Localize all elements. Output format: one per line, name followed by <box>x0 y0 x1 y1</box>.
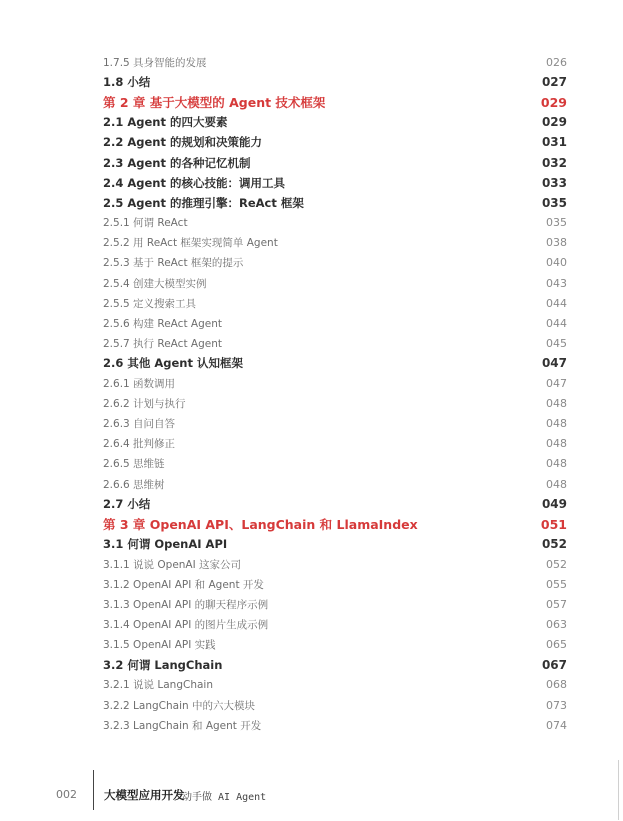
toc-entry-title: 2.5 Agent 的推理引擎：ReAct 框架 <box>103 195 304 210</box>
toc-entry-page: 052 <box>546 557 567 571</box>
toc-entry-title: 2.6.3 自问自答 <box>103 418 176 431</box>
toc-entry-sec <box>103 132 567 152</box>
toc-entry-chap <box>103 92 567 112</box>
toc-entry-title: 2.5.2 用 ReAct 框架实现简单 Agent <box>103 237 278 250</box>
toc-entry-title: 3.1 何谓 OpenAI API <box>103 537 228 552</box>
toc-entry-page: 052 <box>541 537 567 552</box>
toc-entry-sec <box>103 655 567 675</box>
toc-entry-title: 1.7.5 具身智能的发展 <box>103 56 207 69</box>
toc-entry-title: 2.3 Agent 的各种记忆机制 <box>103 155 251 170</box>
toc-entry-chap <box>103 514 567 534</box>
toc-entry-title: 3.1.2 OpenAI API 和 Agent 开发 <box>103 578 264 591</box>
toc-entry-page: 048 <box>546 457 567 471</box>
toc-entry-title: 2.5.7 执行 ReAct Agent <box>103 337 222 350</box>
toc-entry-sub <box>103 715 567 735</box>
toc-entry-sub <box>103 414 567 434</box>
toc-entry-page: 048 <box>546 477 567 491</box>
page-number: 002 <box>56 788 77 801</box>
toc-entry-title: 3.1.1 说说 OpenAI 这家公司 <box>103 558 242 571</box>
toc-entry-page: 048 <box>546 437 567 451</box>
series-title: 动手做 AI Agent <box>182 792 267 803</box>
toc-entry-title: 3.1.5 OpenAI API 实践 <box>103 639 216 652</box>
toc-entry-page: 040 <box>546 256 567 270</box>
toc-entry-sub <box>103 253 567 273</box>
toc-entry-sub <box>103 394 567 414</box>
toc-entry-title: 3.2.1 说说 LangChain <box>103 679 213 692</box>
toc-entry-sub <box>103 233 567 253</box>
toc-entry-sub <box>103 333 567 353</box>
toc-entry-sec <box>103 494 567 514</box>
toc-entry-title: 2.6 其他 Agent 认知框架 <box>103 356 243 371</box>
toc-entry-page: 045 <box>546 336 567 350</box>
toc-entry-page: 049 <box>541 497 567 512</box>
toc-entry-sec <box>103 72 567 92</box>
toc-entry-title: 2.2 Agent 的规划和决策能力 <box>103 135 262 150</box>
toc-entry-page: 057 <box>546 598 567 612</box>
toc-entry-title: 2.6.5 思维链 <box>103 458 165 471</box>
toc-entry-title: 2.5.4 创建大模型实例 <box>103 277 207 290</box>
toc-entry-title: 2.6.6 思维树 <box>103 478 165 491</box>
toc-entry-page: 047 <box>546 377 567 391</box>
page-edge-line <box>618 760 619 820</box>
toc-entry-sub <box>103 615 567 635</box>
toc-entry-sub <box>103 293 567 313</box>
toc-entry-title: 2.6.2 计划与执行 <box>103 398 186 411</box>
toc-entry-title: 2.7 小结 <box>103 497 151 512</box>
toc-entry-sub <box>103 554 567 574</box>
toc-entry-sub <box>103 313 567 333</box>
toc-entry-page: 048 <box>546 397 567 411</box>
toc-entry-page: 029 <box>540 94 567 110</box>
toc-entry-page: 074 <box>546 718 567 732</box>
toc-entry-title: 第 3 章 OpenAI API、LangChain 和 LlamaIndex <box>103 517 418 533</box>
toc-entry-page: 068 <box>546 678 567 692</box>
toc-entry-page: 051 <box>540 516 567 532</box>
toc-entry-sub <box>103 52 567 72</box>
toc-entry-sub <box>103 595 567 615</box>
toc-entry-sub <box>103 574 567 594</box>
toc-entry-title: 2.5.6 构建 ReAct Agent <box>103 317 222 330</box>
toc-entry-title: 3.1.4 OpenAI API 的图片生成示例 <box>103 619 269 632</box>
toc-entry-sec <box>103 152 567 172</box>
toc-entry-sub <box>103 675 567 695</box>
toc-entry-page: 027 <box>541 75 567 90</box>
toc-entry-page: 073 <box>546 698 567 712</box>
toc-entry-title: 2.6.1 函数调用 <box>103 378 176 391</box>
toc-entry-title: 3.2 何谓 LangChain <box>103 657 223 672</box>
toc-entry-sec <box>103 112 567 132</box>
toc-entry-sub <box>103 454 567 474</box>
toc-entry-page: 065 <box>546 638 567 652</box>
toc-entry-title: 2.6.4 批判修正 <box>103 438 176 451</box>
toc-entry-page: 048 <box>546 417 567 431</box>
toc-entry-page: 047 <box>541 356 567 371</box>
table-of-contents <box>103 52 567 735</box>
footer-divider <box>93 770 94 810</box>
toc-entry-page: 044 <box>546 316 567 330</box>
toc-entry-sub <box>103 434 567 454</box>
toc-entry-sec <box>103 173 567 193</box>
toc-entry-page: 035 <box>546 216 567 230</box>
toc-entry-page: 035 <box>541 195 567 210</box>
toc-entry-title: 2.5.1 何谓 ReAct <box>103 217 188 230</box>
toc-entry-page: 038 <box>546 236 567 250</box>
toc-entry-page: 063 <box>546 618 567 632</box>
toc-entry-title: 2.4 Agent 的核心技能：调用工具 <box>103 175 285 190</box>
toc-entry-sec <box>103 353 567 373</box>
toc-entry-title: 2.5.5 定义搜索工具 <box>103 297 197 310</box>
toc-entry-sub <box>103 273 567 293</box>
toc-entry-title: 第 2 章 基于大模型的 Agent 技术框架 <box>103 95 326 111</box>
toc-entry-page: 055 <box>546 577 567 591</box>
book-title: 大模型应用开发 <box>104 788 185 802</box>
toc-entry-page: 031 <box>541 135 567 150</box>
toc-entry-sub <box>103 695 567 715</box>
toc-entry-sub <box>103 635 567 655</box>
toc-entry-sec <box>103 193 567 213</box>
toc-entry-title: 2.1 Agent 的四大要素 <box>103 115 228 130</box>
toc-entry-page: 026 <box>546 55 567 69</box>
toc-entry-title: 3.2.2 LangChain 中的六大模块 <box>103 699 255 712</box>
toc-entry-sub <box>103 374 567 394</box>
toc-entry-page: 033 <box>541 175 567 190</box>
toc-entry-title: 1.8 小结 <box>103 75 151 90</box>
toc-entry-page: 043 <box>546 276 567 290</box>
toc-entry-page: 029 <box>541 115 567 130</box>
toc-entry-title: 3.1.3 OpenAI API 的聊天程序示例 <box>103 599 269 612</box>
toc-entry-sub <box>103 213 567 233</box>
toc-entry-sec <box>103 534 567 554</box>
page-footer <box>0 770 623 810</box>
toc-entry-page: 032 <box>541 155 567 170</box>
toc-entry-sub <box>103 474 567 494</box>
toc-entry-title: 2.5.3 基于 ReAct 框架的提示 <box>103 257 244 270</box>
toc-entry-page: 044 <box>546 296 567 310</box>
toc-entry-page: 067 <box>541 657 567 672</box>
toc-entry-title: 3.2.3 LangChain 和 Agent 开发 <box>103 719 262 732</box>
